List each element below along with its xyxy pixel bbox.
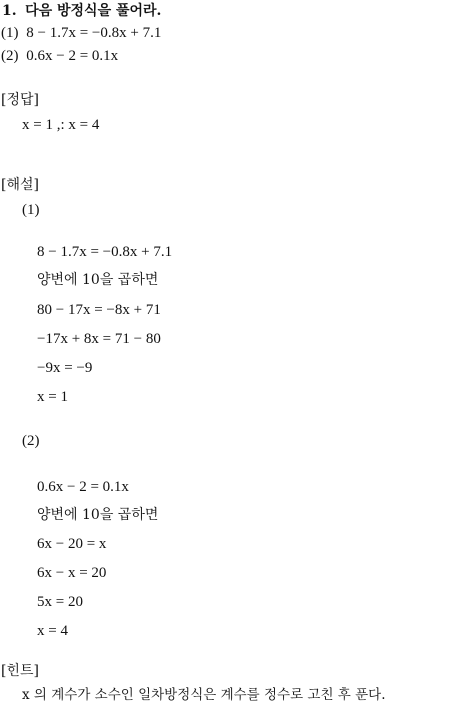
solution-step: 6x − 20 = x — [37, 536, 107, 552]
solution-step: 80 − 17x = −8x + 71 — [37, 302, 161, 318]
solution-step: 5x = 20 — [37, 594, 83, 610]
solution-step: x = 4 — [37, 623, 68, 639]
solution-step: 8 − 1.7x = −0.8x + 7.1 — [37, 244, 173, 260]
solution-step: −9x = −9 — [37, 360, 93, 376]
solution-step: 0.6x − 2 = 0.1x — [37, 479, 129, 495]
problem-item-1 — [1, 24, 161, 42]
problem-item-label: (1) — [1, 25, 19, 41]
solution-step: 6x − x = 20 — [37, 565, 107, 581]
solution-part1-label: (1) — [22, 202, 40, 218]
problem-equation: 8 − 1.7x = −0.8x + 7.1 — [26, 25, 162, 41]
solution-step: x = 1 — [37, 389, 68, 405]
answer-text: x = 1 ,: x = 4 — [22, 117, 100, 133]
solution-step: 양변에 10을 곱하면 — [37, 507, 159, 523]
problem-item-label: (2) — [1, 48, 19, 64]
problem-instruction: 다음 방정식을 풀어라. — [25, 3, 162, 19]
problem-number: 1. — [2, 3, 17, 19]
solution-header: [해설] — [1, 177, 39, 193]
solution-step: −17x + 8x = 71 − 80 — [37, 331, 161, 347]
solution-step: 양변에 10을 곱하면 — [37, 272, 159, 288]
solution-part2-label: (2) — [22, 433, 40, 449]
hint-header: [힌트] — [1, 663, 39, 679]
problem-equation: 0.6x − 2 = 0.1x — [26, 48, 119, 64]
answer-header: [정답] — [1, 92, 39, 108]
hint-text: x 의 계수가 소수인 일차방정식은 계수를 정수로 고친 후 푼다. — [22, 687, 386, 703]
problem-header — [2, 2, 161, 20]
problem-item-2 — [1, 47, 118, 65]
